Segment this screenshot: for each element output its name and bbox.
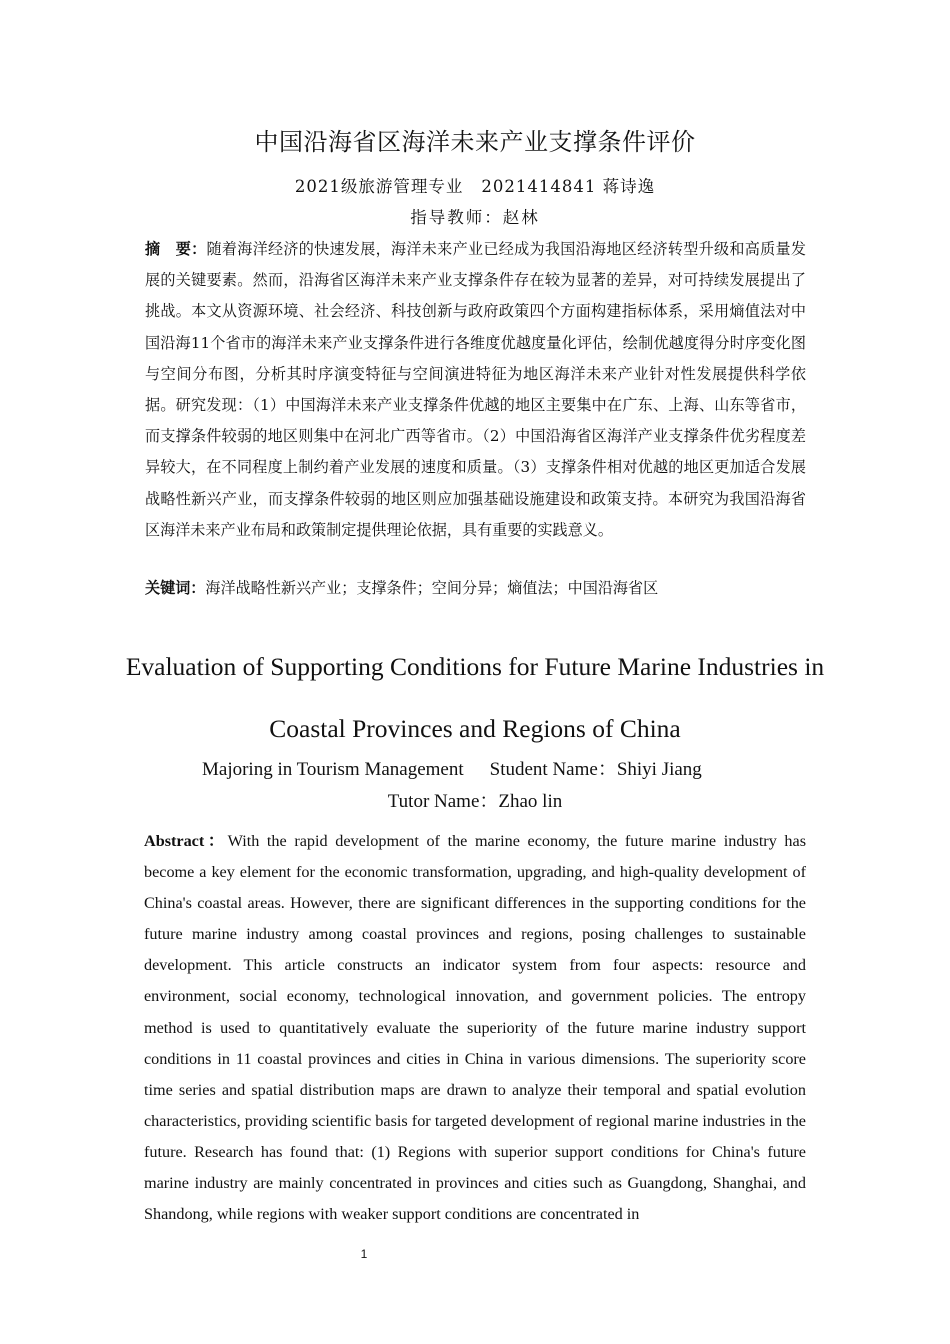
chinese-author-id-name: 2021414841 蒋诗逸 <box>481 177 656 196</box>
english-abstract <box>144 826 806 1230</box>
chinese-author-line <box>0 173 950 197</box>
chinese-keywords-text: 海洋战略性新兴产业；支撑条件；空间分异；熵值法；中国沿海省区 <box>205 579 659 597</box>
chinese-keywords <box>145 573 806 604</box>
chinese-author-major: 2021级旅游管理专业 <box>294 177 464 196</box>
english-major: Majoring in Tourism Management <box>202 759 464 780</box>
english-abstract-label: Abstract： <box>144 832 228 850</box>
english-student-name: Student Name：Shiyi Jiang <box>489 759 702 780</box>
english-author-line <box>202 754 702 781</box>
chinese-keywords-label: 关键词： <box>145 579 206 597</box>
page-number: 1 <box>360 1247 368 1261</box>
chinese-abstract-text: 随着海洋经济的快速发展，海洋未来产业已经成为我国沿海地区经济转型升级和高质量发展的关键要素。然而，沿海省区海洋未来产业支撑条件存在较为显著的差异，对可持续发展提出了挑战。本文从资源环境、社会经济、科技创新与政府政策四个方面构建指标体系，采用熵值法对中国沿海11个省市的海洋未来产业支撑条件进行各维度优越度量化评估，绘制优越度得分时序变化图与空间分布图，分析其时序演变特征与空间演进特征为地区海洋未来产业针对性发展提供科学依据。研究发现：（1）中国海洋未来产业支撑条件优越的地区主要集中在广东、上海、山东等省市，而支撑条件较弱的地区则集中在河北广西等省市。（2）中国沿海省区海洋产业支撑条件优劣程度差异较大，在不同程度上制约着产业发展的速度和质量。（3）支撑条件相对优越的地区更加适合发展战略性新兴产业，而支撑条件较弱的地区则应加强基础设施建设和政策支持。本研究为我国沿海省区海洋未来产业布局和政策制定提供理论依据，具有重要的实践意义。 <box>145 240 806 539</box>
chinese-abstract-label: 摘 要： <box>145 240 207 258</box>
chinese-tutor-line: 指导教师：赵林 <box>410 208 540 227</box>
english-abstract-text: With the rapid development of the marine economy, the future marine industry has become a key element for the economic transformation, upgrading, and high-quality development of China's coastal areas. However, there are significant differences in the supporting conditions for the future marine industry among coastal provinces and regions, posing challenges to sustainable development. This article constructs an indicator system from four aspects: resource and environment, social economy, technological innovation, and government policies. The entropy method is used to quantitatively evaluate the superiority of the future marine industry support conditions in 11 coastal provinces and cities in China in various dimensions. The superiority score time series and spatial distribution maps are drawn to analyze their temporal and spatial evolution characteristics, providing scientific basis for targeted development of regional marine industries in the future. Research has found that: (1) Regions with superior support conditions for China's future marine industry are mainly concentrated in provinces and cities such as Guangdong, Shanghai, and Shandong, while regions with weaker support conditions are concentrated in <box>144 832 806 1224</box>
chinese-abstract <box>145 234 806 546</box>
english-tutor-line: Tutor Name：Zhao lin <box>387 791 563 812</box>
chinese-title: 中国沿海省区海洋未来产业支撑条件评价 <box>254 128 696 156</box>
english-title: Evaluation of Supporting Conditions for Future Marine Industries in Coastal Provinces and Regions of China <box>125 652 825 743</box>
